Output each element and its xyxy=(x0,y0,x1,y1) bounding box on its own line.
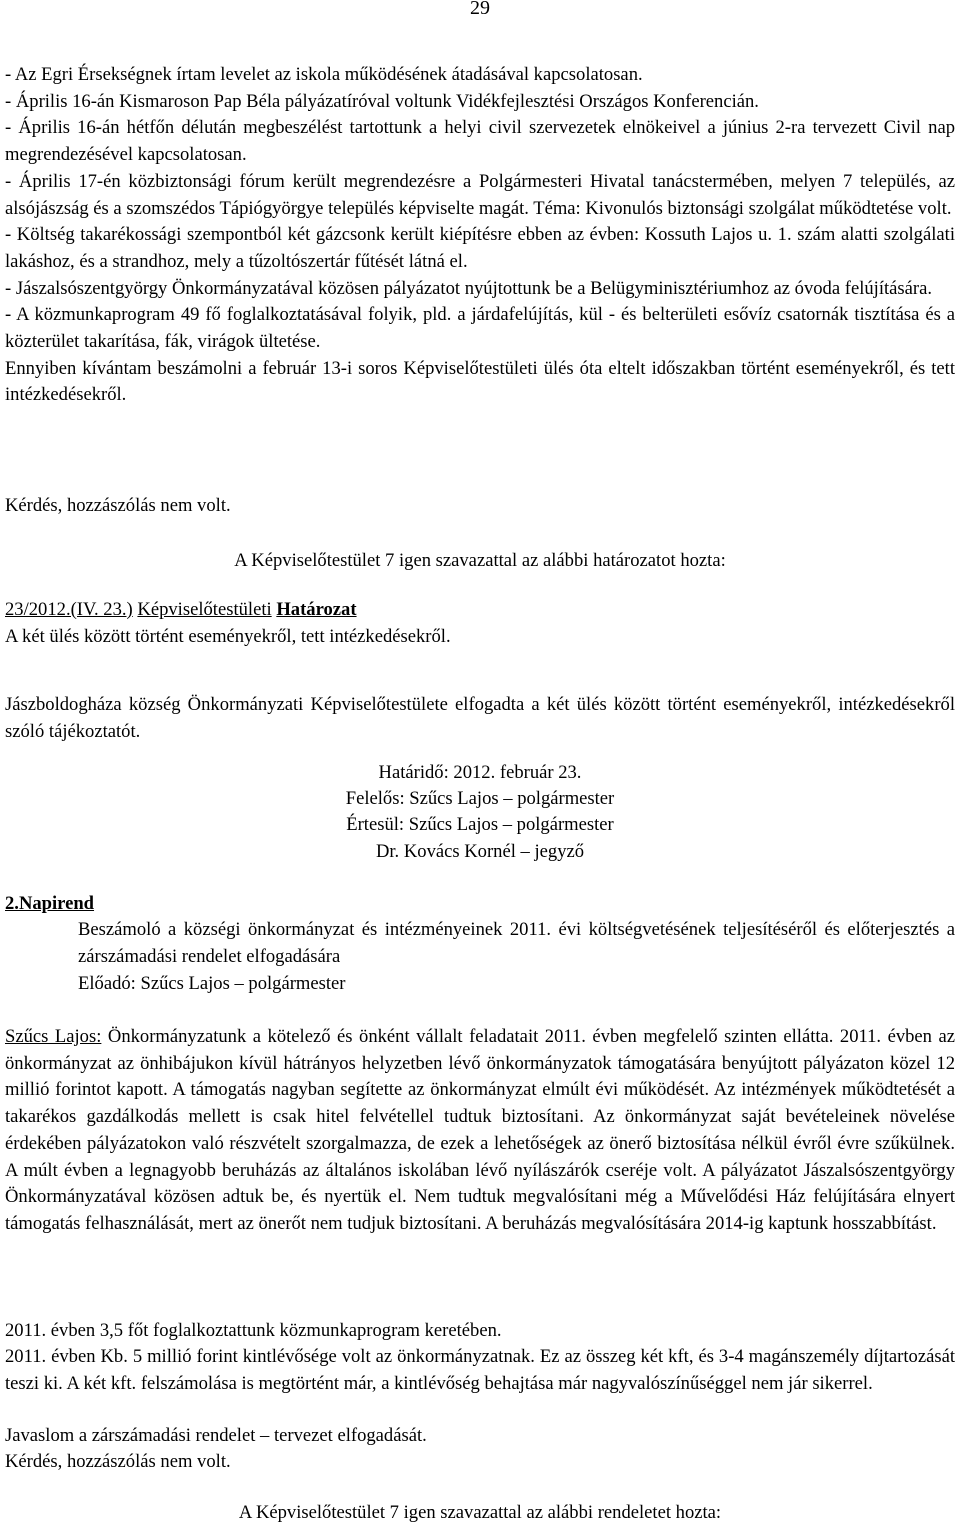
agenda-label xyxy=(5,891,955,918)
vote-statement: A Képviselőtestület 7 igen szavazattal az alábbi határozatot hozta: xyxy=(234,550,726,571)
speech-paragraph: 2011. évben Kb. 5 millió forint kintlévősége volt az önkormányzatnak. Ez az összeg két kft, és 3-4 magánszemély díjtartozását teszi ki. A két kft. felszámolása is megtörtént már, a kintlévőség behajtása már nagyvalószínűséggel nem jár sikerrel. xyxy=(5,1346,955,1394)
speaker-name: Szűcs Lajos: xyxy=(5,1026,102,1047)
event-item: - Jászalsószentgyörgy Önkormányzatával közösen pályázatot nyújtottunk be a Belügyminisztériumhoz az óvoda felújítására. xyxy=(5,277,932,299)
event-item: - Április 16-án hétfőn délután megbeszélést tartottunk a helyi civil szervezetek elnökeivel a június 2-ra tervezett Civil nap megrendezésével kapcsolatosan. xyxy=(5,117,955,166)
event-item: - Költség takarékossági szempontból két gázcsonk került kiépítésre ebben az évben: Kossuth Lajos u. 1. szám alatti szolgálati lakáshoz, és a strandhoz, mely a tűzoltószertár fűtését látná el. xyxy=(5,224,955,272)
vote-statement: A Képviselőtestület 7 igen szavazattal az alábbi rendeletet hozta: xyxy=(238,1502,722,1523)
events-list xyxy=(5,62,955,409)
resolution-deadline: Határidő: 2012. február 23. xyxy=(378,762,582,783)
event-item: - Április 16-án Kismaroson Pap Béla pályázatíróval voltunk Vidékfejlesztési Országos Konferencián. xyxy=(5,90,759,112)
question-note: Kérdés, hozzászólás nem volt. xyxy=(5,495,231,516)
event-item: - Április 17-én közbiztonsági fórum került megrendezésre a Polgármesteri Hivatal tanácstermében, melyen 7 település, az alsójászság és a szomszédos Tápiógyörgye település képviselte magát. Téma: Kivonulós biztonsági szolgálat működtetése volt. xyxy=(5,170,955,219)
speech-paragraph xyxy=(5,1024,955,1238)
agenda-presenter: Előadó: Szűcs Lajos – polgármester xyxy=(78,973,346,994)
event-item: - A közmunkaprogram 49 fő foglalkoztatásával folyik, pld. a járdafelújítás, kül - és belterületi esővíz csatornák tisztítása és a közterület takarítása, fák, virágok ültetése. xyxy=(5,304,955,353)
resolution-subject: A két ülés között történt eseményekről, tett intézkedésekről. xyxy=(5,626,451,647)
speech-paragraph: Javaslom a zárszámadási rendelet – tervezet elfogadását. xyxy=(5,1425,427,1446)
agenda-label-text: 2.Napirend xyxy=(5,893,95,914)
page-number: 29 xyxy=(470,0,490,19)
resolution-notify: Értesül: Szűcs Lajos – polgármester xyxy=(346,814,614,835)
resolution-type: Határozat xyxy=(276,599,357,620)
resolution-responsible: Felelős: Szűcs Lajos – polgármester xyxy=(345,788,615,809)
agenda-title: Beszámoló a községi önkormányzat és intézményeinek 2011. évi költségvetésének teljesítéséről és előterjesztés a zárszámadási rendelet elfogadására xyxy=(78,919,955,967)
resolution-body: Jászboldogháza község Önkormányzati Képviselőtestülete elfogadta a két ülés között történt eseményekről, intézkedésekről szóló tájékoztatót. xyxy=(5,694,955,742)
resolution-heading xyxy=(5,597,955,624)
closing-paragraph: Ennyiben kívántam beszámolni a február 13-i soros Képviselőtestületi ülés óta eltelt időszakban történt eseményekről, és tett intézkedésekről. xyxy=(5,357,955,406)
question-note: Kérdés, hozzászólás nem volt. xyxy=(5,1451,231,1472)
event-item: - Az Egri Érsekségnek írtam levelet az iskola működésének átadásával kapcsolatosan. xyxy=(5,64,643,85)
resolution-type-prefix: Képviselőtestületi xyxy=(137,599,272,620)
speech-text: Önkormányzatunk a kötelező és önként vállalt feladatait 2011. évben megfelelő szinten ellátta. 2011. évben az önkormányzat az önhibájukon kívül hátrányos helyzetben lévő önkormányzatok támogatására benyújtott pályázaton közel 12 millió forintot kapott. A támogatás nagyban segítette az önkormányzat elmúlt évi működését. Az intézmények működtetését a takarékos gazdálkodás mellett is csak hitel felvétellel tudtuk biztosítani. Az önkormányzat saját bevételeinek növelése érdekében pályázatokon való részvételt szorgalmazza, de ezek a lehetőségek az önerő biztosítása nélkül évről évre szűkülnek. A múlt évben a legnagyobb beruházás az általános iskolában lévő nyílászárók cseréje volt. A pályázatot Jászalsószentgyörgy Önkormányzatával közösen adtuk be, és nyertük el. Nem tudtuk megvalósítani még a Művelődési Ház felújítására elnyert támogatás felhasználását, mert az önerőt nem tudjuk biztosítani. A beruházás megvalósítására 2014-ig kaptunk hosszabbítást. xyxy=(5,1026,955,1234)
resolution-number: 23/2012.(IV. 23.) xyxy=(5,599,133,620)
resolution-notify: Dr. Kovács Kornél – jegyző xyxy=(375,841,585,862)
speech-paragraph: 2011. évben 3,5 főt foglalkoztattunk közmunkaprogram keretében. xyxy=(5,1320,502,1341)
